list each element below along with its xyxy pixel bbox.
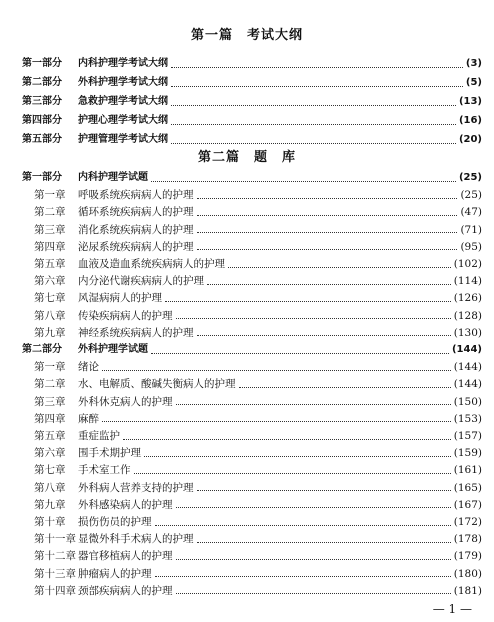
toc-entry	[22, 497, 482, 513]
part1-heading: 第一篇 考试大纲	[190, 28, 303, 43]
toc-entry-number: 第七章	[34, 464, 66, 477]
toc-entry	[22, 548, 482, 564]
toc-leader-dots	[165, 301, 451, 302]
toc-leader-dots	[171, 67, 463, 68]
toc-entry	[22, 566, 482, 582]
toc-leader-dots	[176, 593, 451, 594]
toc-entry	[22, 411, 482, 427]
toc-entry-title: 外科护理学考试大纲	[78, 77, 168, 88]
toc-leader-dots	[197, 249, 458, 250]
toc-leader-dots	[197, 198, 458, 199]
toc-leader-dots	[171, 105, 456, 106]
toc-leader-dots	[176, 318, 451, 319]
toc-leader-dots	[207, 284, 451, 285]
toc-leader-dots	[171, 124, 456, 125]
toc-entry-number: 第四章	[34, 240, 66, 253]
toc-entry-title: 绪论	[78, 361, 99, 374]
toc-entry-page: (25)	[460, 189, 482, 202]
toc-entry-number: 第五章	[34, 430, 66, 442]
toc-entry-page: (126)	[453, 292, 482, 305]
toc-entry-number: 第一章	[34, 361, 66, 374]
toc-entry	[22, 56, 482, 72]
toc-leader-dots	[144, 456, 451, 457]
toc-entry	[22, 75, 482, 91]
toc-leader-dots	[197, 335, 451, 336]
toc-entry	[22, 308, 482, 324]
toc-entry-title: 风湿病病人的护理	[78, 292, 162, 305]
toc-entry-number: 第三部分	[22, 96, 62, 107]
toc-entry-title: 围手术期护理	[78, 447, 141, 460]
toc-entry-title: 消化系统疾病病人的护理	[78, 223, 194, 236]
toc-entry	[22, 113, 482, 129]
toc-entry	[22, 290, 482, 306]
toc-entry	[22, 239, 482, 255]
toc-entry-page: (5)	[465, 77, 482, 88]
toc-leader-dots	[102, 370, 451, 371]
toc-leader-dots	[155, 525, 451, 526]
toc-entry-number: 第七章	[34, 292, 66, 305]
toc-leader-dots	[102, 421, 451, 422]
toc-entry	[22, 187, 482, 203]
toc-entry-page: (20)	[458, 134, 482, 145]
toc-entry-title: 显微外科手术病人的护理	[78, 533, 194, 546]
toc-entry	[22, 359, 482, 375]
toc-leader-dots	[134, 473, 451, 474]
toc-entry-title: 水、电解质、酸碱失衡病人的护理	[78, 378, 236, 391]
toc-entry-page: (172)	[453, 516, 482, 528]
toc-entry-number: 第一部分	[22, 58, 62, 69]
toc-entry-number: 第五章	[34, 258, 66, 270]
toc-entry-title: 泌尿系统疾病病人的护理	[78, 240, 194, 253]
toc-entry-page: (102)	[453, 258, 482, 270]
toc-entry-title: 护理管理学考试大纲	[78, 134, 168, 145]
toc-entry-title: 神经系统疾病病人的护理	[78, 326, 194, 339]
toc-entry-page: (180)	[453, 567, 482, 580]
toc-entry	[22, 394, 482, 410]
toc-entry	[22, 325, 482, 341]
toc-entry	[22, 94, 482, 110]
toc-entry	[22, 376, 482, 392]
toc-entry-title: 颈部疾病病人的护理	[78, 584, 173, 597]
toc-entry-page: (144)	[453, 361, 482, 374]
toc-entry-title: 血液及造血系统疾病病人的护理	[78, 258, 225, 270]
toc-entry-title: 传染疾病病人的护理	[78, 309, 173, 322]
toc-entry-number: 第九章	[34, 326, 66, 339]
toc-entry-number: 第十二章	[34, 550, 76, 563]
toc-entry-number: 第十章	[34, 516, 66, 528]
toc-entry	[22, 342, 482, 358]
toc-entry-page: (181)	[453, 584, 482, 597]
toc-entry-page: (159)	[453, 447, 482, 460]
toc-entry	[22, 204, 482, 220]
toc-entry	[22, 514, 482, 530]
toc-entry-number: 第六章	[34, 275, 66, 288]
toc-entry-title: 手术室工作	[78, 464, 131, 477]
toc-entry-number: 第十一章	[34, 533, 76, 546]
toc-leader-dots	[176, 559, 451, 560]
toc-entry-number: 第二部分	[22, 344, 62, 355]
toc-entry-title: 外科感染病人的护理	[78, 498, 173, 511]
toc-entry	[22, 583, 482, 599]
toc-entry-title: 肿瘤病人的护理	[78, 567, 152, 580]
toc-entry-title: 外科护理学试题	[78, 344, 148, 355]
toc-entry-title: 损伤伤员的护理	[78, 516, 152, 528]
toc-entry-page: (130)	[453, 326, 482, 339]
toc-leader-dots	[197, 542, 451, 543]
toc-entry-title: 器官移植病人的护理	[78, 550, 173, 563]
toc-leader-dots	[171, 143, 456, 144]
toc-entry-title: 外科休克病人的护理	[78, 395, 173, 408]
toc-entry-number: 第六章	[34, 447, 66, 460]
toc-entry	[22, 462, 482, 478]
toc-entry	[22, 256, 482, 272]
toc-leader-dots	[239, 387, 451, 388]
toc-entry-title: 外科病人营养支持的护理	[78, 481, 194, 494]
toc-entry-number: 第二章	[34, 206, 66, 219]
toc-entry-number: 第三章	[34, 395, 66, 408]
toc-entry-page: (167)	[453, 498, 482, 511]
toc-entry-number: 第九章	[34, 498, 66, 511]
part2-heading: 第二篇 题 库	[197, 150, 296, 165]
toc-entry-page: (25)	[458, 172, 482, 183]
toc-entry-number: 第三章	[34, 223, 66, 236]
toc-entry-page: (161)	[453, 464, 482, 477]
toc-entry-page: (71)	[460, 223, 482, 236]
toc-entry-title: 循环系统疾病病人的护理	[78, 206, 194, 219]
toc-entry-page: (179)	[453, 550, 482, 563]
toc-entry-page: (114)	[453, 275, 482, 288]
toc-entry	[22, 531, 482, 547]
toc-entry-page: (157)	[453, 430, 482, 442]
toc-leader-dots	[176, 507, 451, 508]
toc-entry-number: 第一章	[34, 189, 66, 202]
toc-entry-page: (165)	[453, 481, 482, 494]
toc-entry	[22, 222, 482, 238]
toc-entry-number: 第二部分	[22, 77, 62, 88]
toc-entry-page: (128)	[453, 309, 482, 322]
toc-entry-page: (16)	[458, 115, 482, 126]
page-number: — 1 —	[432, 602, 472, 616]
toc-leader-dots	[176, 404, 451, 405]
toc-entry-number: 第四章	[34, 412, 66, 425]
toc-entry-title: 麻醉	[78, 412, 99, 425]
toc-entry-number: 第八章	[34, 481, 66, 494]
toc-entry-title: 重症监护	[78, 430, 120, 442]
toc-entry-number: 第二章	[34, 378, 66, 391]
toc-entry-title: 内科护理学考试大纲	[78, 58, 168, 69]
toc-entry-page: (153)	[453, 412, 482, 425]
toc-entry-page: (178)	[453, 533, 482, 546]
toc-entry-page: (144)	[451, 344, 482, 355]
toc-entry	[22, 170, 482, 186]
toc-leader-dots	[197, 215, 458, 216]
toc-entry-title: 呼吸系统疾病病人的护理	[78, 189, 194, 202]
toc-entry-title: 内科护理学试题	[78, 172, 148, 183]
toc-entry	[22, 273, 482, 289]
toc-leader-dots	[197, 490, 451, 491]
toc-entry-title: 内分泌代谢疾病病人的护理	[78, 275, 204, 288]
toc-entry-page: (3)	[465, 58, 482, 69]
toc-entry	[22, 428, 482, 444]
toc-entry-page: (150)	[453, 395, 482, 408]
toc-entry-number: 第五部分	[22, 134, 62, 145]
toc-entry-page: (13)	[458, 96, 482, 107]
toc-entry-title: 急救护理学考试大纲	[78, 96, 168, 107]
toc-entry-number: 第一部分	[22, 172, 62, 183]
toc-entry	[22, 445, 482, 461]
toc-entry-number: 第十三章	[34, 567, 76, 580]
toc-leader-dots	[123, 439, 451, 440]
toc-entry-page: (47)	[460, 206, 482, 219]
toc-leader-dots	[197, 232, 458, 233]
toc-entry-number: 第四部分	[22, 115, 62, 126]
toc-entry-number: 第十四章	[34, 584, 76, 597]
toc-leader-dots	[228, 267, 451, 268]
toc-entry-page: (144)	[453, 378, 482, 391]
toc-entry-title: 护理心理学考试大纲	[78, 115, 168, 126]
toc-entry-page: (95)	[460, 240, 482, 253]
toc-entry	[22, 480, 482, 496]
toc-leader-dots	[171, 86, 463, 87]
toc-leader-dots	[155, 576, 451, 577]
toc-entry-number: 第八章	[34, 309, 66, 322]
toc-leader-dots	[151, 353, 449, 354]
toc-leader-dots	[151, 181, 456, 182]
